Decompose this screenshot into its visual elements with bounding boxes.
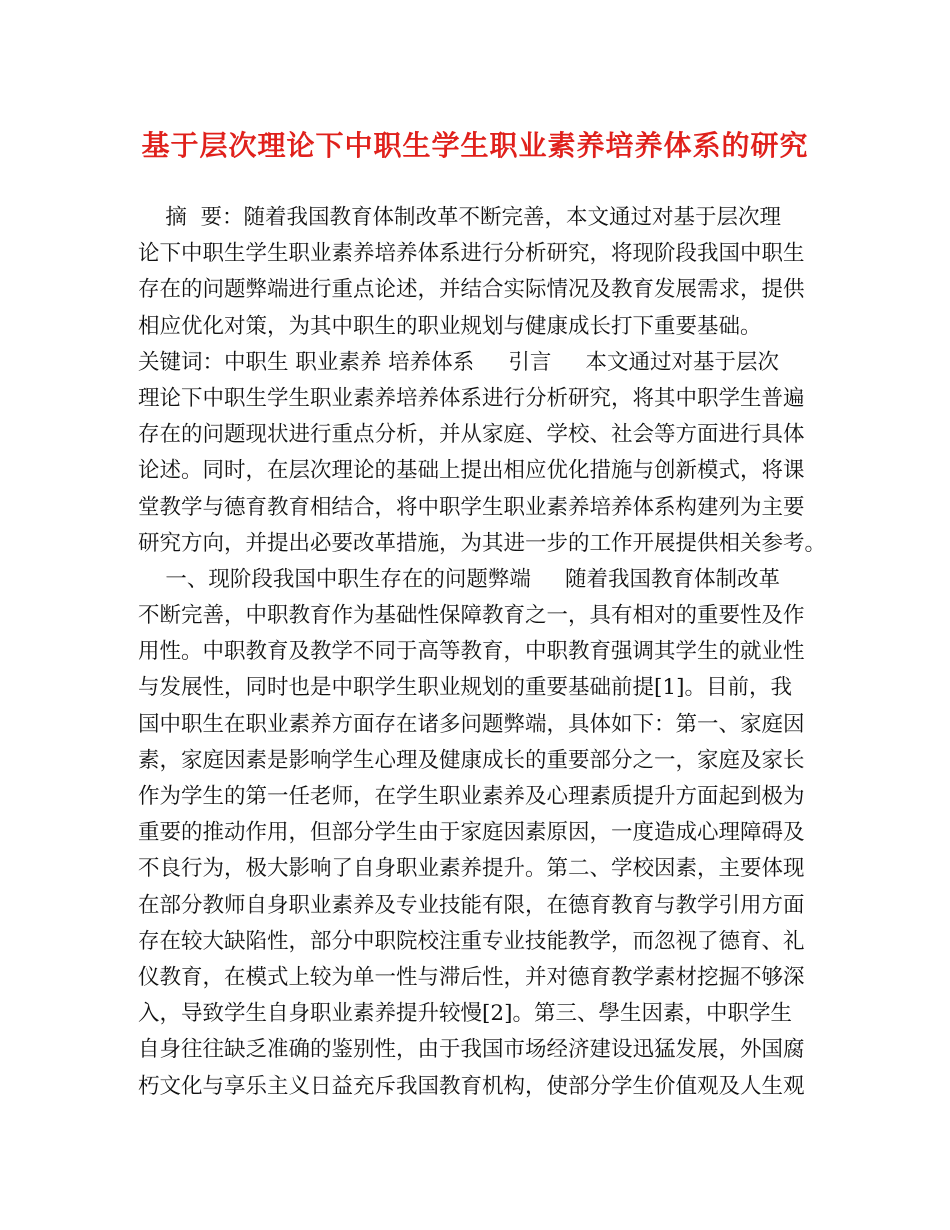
body-line: 不断完善，中职教育作为基础性保障教育之一，具有相对的重要性及作: [138, 603, 805, 629]
body-line: 国中职生在职业素养方面存在诸多问题弊端，具体如下：第一、家庭因: [138, 711, 805, 737]
body-line: 相应优化对策，为其中职生的职业规划与健康成长打下重要基础。: [138, 313, 762, 339]
body-line: 存在较大缺陷性，部分中职院校注重专业技能教学，而忽视了德育、礼: [138, 928, 805, 954]
body-line: 在部分教师自身职业素养及专业技能有限，在德育教育与教学引用方面: [138, 892, 805, 918]
body-line: 用性。中职教育及教学不同于高等教育，中职教育强调其学生的就业性: [138, 639, 805, 665]
body-line: 关键词：中职生 职业素养 培养体系 引言 本文通过对基于层次: [138, 349, 780, 375]
body-line: 重要的推动作用，但部分学生由于家庭因素原因，一度造成心理障碍及: [138, 820, 805, 846]
body-line: 存在的问题现状进行重点分析，并从家庭、学校、社会等方面进行具体: [138, 422, 805, 448]
body-line: 仪教育，在模式上较为单一性与滞后性，并对德育教学素材挖掘不够深: [138, 964, 805, 990]
body-line: 不良行为，极大影响了自身职业素养提升。第二、学校因素，主要体现: [138, 856, 805, 882]
body-line: 自身往往缺乏准确的鉴别性，由于我国市场经济建设迅猛发展，外国腐: [138, 1037, 805, 1063]
document-title: 基于层次理论下中职生学生职业素养培养体系的研究: [141, 129, 809, 162]
body-line: 作为学生的第一任老师，在学生职业素养及心理素质提升方面起到极为: [138, 784, 805, 809]
body-line: 理论下中职生学生职业素养培养体系进行分析研究，将其中职学生普遍: [138, 385, 805, 411]
body-line: 素，家庭因素是影响学生心理及健康成长的重要部分之一，家庭及家长: [138, 747, 805, 773]
body-line: 堂教学与德育教育相结合，将中职学生职业素养培养体系构建列为主要: [138, 494, 805, 520]
body-line: 入，导致学生自身职业素养提升较慢[2]。第三、學生因素，中职学生: [138, 1001, 792, 1027]
body-line: 论下中职生学生职业素养培养体系进行分析研究，将现阶段我国中职生: [138, 241, 805, 267]
document-body: [138, 200, 828, 1105]
body-line: 与发展性，同时也是中职学生职业规划的重要基础前提[1]。目前，我: [138, 675, 792, 701]
body-line: 摘 要：随着我国教育体制改革不断完善，本文通过对基于层次理: [138, 205, 782, 230]
body-line: 朽文化与享乐主义日益充斥我国教育机构，使部分学生价值观及人生观: [138, 1073, 805, 1099]
body-line: 存在的问题弊端进行重点论述，并结合实际情况及教育发展需求，提供: [138, 277, 805, 303]
body-line: 研究方向，并提出必要改革措施，为其进一步的工作开展提供相关参考。: [138, 530, 827, 556]
body-line: 一、现阶段我国中职生存在的问题弊端 随着我国教育体制改革: [138, 566, 781, 592]
body-line: 论述。同时，在层次理论的基础上提出相应优化措施与创新模式，将课: [138, 458, 805, 484]
